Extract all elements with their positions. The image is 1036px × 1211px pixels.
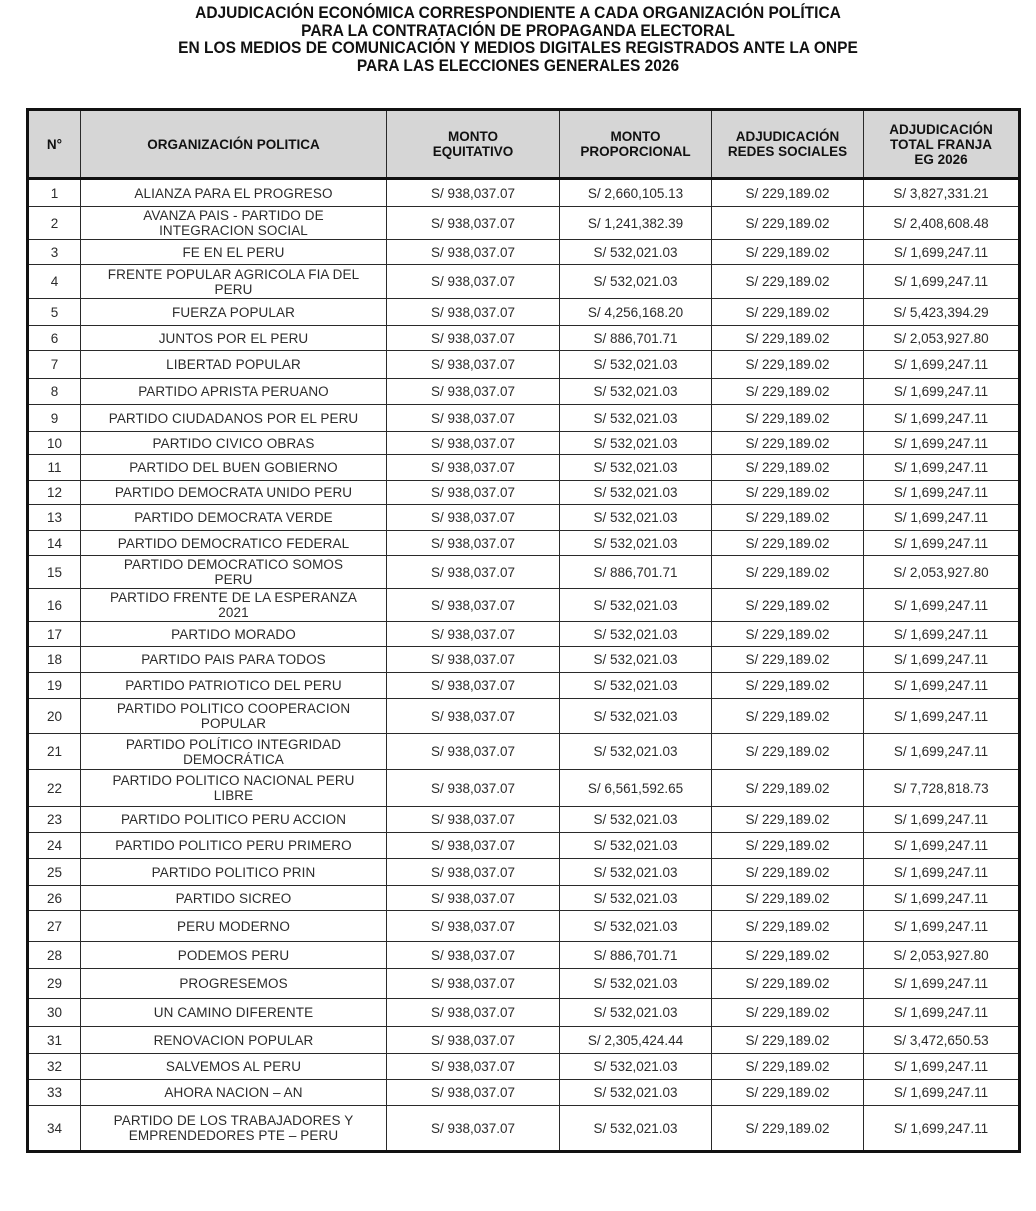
organization-name-line: PERU [214,281,253,297]
monto-equitativo: S/ 938,037.07 [387,699,560,734]
organization-name-line: PODEMOS PERU [177,947,290,963]
header-organization: ORGANIZACIÓN POLITICA [81,110,387,179]
organization-name-line: PARTIDO APRISTA PERUANO [138,384,329,399]
row-number: 4 [28,265,81,299]
monto-equitativo: S/ 938,037.07 [387,833,560,859]
table-row [28,351,1020,379]
monto-proporcional: S/ 532,021.03 [560,734,712,770]
organization-name-line: PARTIDO POLITICO PERU ACCION [120,812,347,827]
monto-equitativo: S/ 938,037.07 [387,455,560,481]
adjudicacion-redes-sociales: S/ 229,189.02 [712,405,864,432]
adjudicacion-total: S/ 1,699,247.11 [864,1106,1020,1152]
adjudicacion-redes-sociales: S/ 229,189.02 [712,734,864,770]
table-row [28,589,1020,622]
monto-proporcional: S/ 532,021.03 [560,647,712,673]
adjudicacion-total: S/ 1,699,247.11 [864,481,1020,505]
adjudicacion-total: S/ 1,699,247.11 [864,379,1020,405]
adjudicacion-redes-sociales: S/ 229,189.02 [712,807,864,833]
organization-name [81,240,387,265]
adjudicacion-total: S/ 3,827,331.21 [864,179,1020,207]
monto-proporcional: S/ 532,021.03 [560,673,712,699]
monto-proporcional: S/ 532,021.03 [560,1054,712,1080]
organization-name-line: DEMOCRÁTICA [183,751,284,767]
adjudicacion-redes-sociales: S/ 229,189.02 [712,1080,864,1106]
row-number: 9 [28,405,81,432]
adjudicacion-redes-sociales: S/ 229,189.02 [712,999,864,1027]
organization-name [81,1054,387,1080]
adjudicacion-total: S/ 1,699,247.11 [864,969,1020,999]
adjudicacion-redes-sociales: S/ 229,189.02 [712,699,864,734]
organization-name [81,299,387,326]
organization-name [81,699,387,734]
monto-equitativo: S/ 938,037.07 [387,351,560,379]
title-line: PARA LA CONTRATACIÓN DE PROPAGANDA ELECTORAL [301,21,735,40]
row-number: 16 [28,589,81,622]
monto-proporcional: S/ 532,021.03 [560,886,712,911]
table-row [28,265,1020,299]
monto-proporcional: S/ 532,021.03 [560,405,712,432]
organization-name-line: PARTIDO POLÍTICO INTEGRIDAD [125,736,342,752]
row-number: 6 [28,326,81,351]
monto-equitativo: S/ 938,037.07 [387,622,560,647]
adjudicacion-redes-sociales: S/ 229,189.02 [712,770,864,807]
organization-name-line: PARTIDO SICREO [175,890,292,906]
adjudicacion-total: S/ 7,728,818.73 [864,770,1020,807]
table-header-row [28,110,1020,179]
monto-equitativo: S/ 938,037.07 [387,673,560,699]
row-number: 29 [28,969,81,999]
table-row [28,326,1020,351]
adjudicacion-total: S/ 1,699,247.11 [864,432,1020,455]
organization-name-line: AVANZA PAIS - PARTIDO DE [143,208,324,223]
organization-name [81,326,387,351]
adjudicacion-redes-sociales: S/ 229,189.02 [712,556,864,589]
table-row [28,886,1020,911]
adjudicacion-redes-sociales: S/ 229,189.02 [712,351,864,379]
organization-name-line: PROGRESEMOS [179,976,288,991]
monto-proporcional: S/ 532,021.03 [560,859,712,886]
organization-name-line: UN CAMINO DIFERENTE [153,1005,314,1020]
organization-name [81,1106,387,1152]
adjudicacion-total: S/ 2,053,927.80 [864,556,1020,589]
adjudicacion-redes-sociales: S/ 229,189.02 [712,505,864,531]
organization-name-line: RENOVACION POPULAR [153,1032,314,1048]
table-row [28,1054,1020,1080]
adjudicacion-redes-sociales: S/ 229,189.02 [712,207,864,240]
organization-name [81,942,387,969]
table-row [28,240,1020,265]
row-number: 17 [28,622,81,647]
adjudicacion-total: S/ 1,699,247.11 [864,734,1020,770]
monto-proporcional: S/ 886,701.71 [560,942,712,969]
adjudicacion-redes-sociales: S/ 229,189.02 [712,1027,864,1054]
row-number: 19 [28,673,81,699]
monto-proporcional: S/ 532,021.03 [560,531,712,556]
organization-name-line: PARTIDO DEMOCRATICO FEDERAL [117,535,350,551]
row-number: 33 [28,1080,81,1106]
adjudicacion-total: S/ 5,423,394.29 [864,299,1020,326]
adjudicacion-redes-sociales: S/ 229,189.02 [712,942,864,969]
table-row [28,379,1020,405]
table-row [28,622,1020,647]
table-row [28,481,1020,505]
monto-proporcional: S/ 532,021.03 [560,265,712,299]
monto-equitativo: S/ 938,037.07 [387,531,560,556]
row-number: 15 [28,556,81,589]
header-total-franja: ADJUDICACIÓN TOTAL FRANJA EG 2026 [864,110,1020,179]
row-number: 27 [28,911,81,942]
title-line: EN LOS MEDIOS DE COMUNICACIÓN Y MEDIOS DIGITALES REGISTRADOS ANTE LA ONPE [178,39,858,57]
organization-name-line: LIBRE [213,788,254,803]
organization-name [81,833,387,859]
organization-name-line: PARTIDO PATRIOTICO DEL PERU [125,678,342,693]
adjudicacion-redes-sociales: S/ 229,189.02 [712,455,864,481]
header-monto-proporcional: MONTO PROPORCIONAL [560,110,712,179]
row-number: 2 [28,207,81,240]
adjudicacion-total: S/ 1,699,247.11 [864,807,1020,833]
monto-proporcional: S/ 6,561,592.65 [560,770,712,807]
adjudicacion-redes-sociales: S/ 229,189.02 [712,481,864,505]
row-number: 14 [28,531,81,556]
monto-proporcional: S/ 532,021.03 [560,505,712,531]
organization-name-line: ALIANZA PARA EL PROGRESO [134,185,333,201]
adjudicacion-redes-sociales: S/ 229,189.02 [712,265,864,299]
row-number: 21 [28,734,81,770]
adjudicacion-total: S/ 1,699,247.11 [864,265,1020,299]
table-row [28,942,1020,969]
organization-name [81,911,387,942]
adjudicacion-total: S/ 1,699,247.11 [864,1080,1020,1106]
row-number: 30 [28,999,81,1027]
monto-equitativo: S/ 938,037.07 [387,405,560,432]
monto-equitativo: S/ 938,037.07 [387,886,560,911]
organization-name-line: POPULAR [200,716,267,731]
table-row [28,556,1020,589]
organization-name-line: PERU MODERNO [177,918,290,934]
monto-proporcional: S/ 2,305,424.44 [560,1027,712,1054]
monto-proporcional: S/ 532,021.03 [560,969,712,999]
monto-equitativo: S/ 938,037.07 [387,1054,560,1080]
monto-equitativo: S/ 938,037.07 [387,505,560,531]
organization-name [81,734,387,770]
monto-equitativo: S/ 938,037.07 [387,432,560,455]
monto-proporcional: S/ 532,021.03 [560,351,712,379]
adjudicacion-redes-sociales: S/ 229,189.02 [712,833,864,859]
row-number: 1 [28,179,81,207]
row-number: 24 [28,833,81,859]
adjudicacion-redes-sociales: S/ 229,189.02 [712,1106,864,1152]
organization-name-line: PARTIDO DEL BUEN GOBIERNO [129,460,338,475]
monto-equitativo: S/ 938,037.07 [387,1027,560,1054]
monto-equitativo: S/ 938,037.07 [387,942,560,969]
monto-proporcional: S/ 532,021.03 [560,589,712,622]
row-number: 20 [28,699,81,734]
header-redes-sociales: ADJUDICACIÓN REDES SOCIALES [712,110,864,179]
adjudicacion-redes-sociales: S/ 229,189.02 [712,379,864,405]
table-row [28,505,1020,531]
adjudicacion-total: S/ 1,699,247.11 [864,999,1020,1027]
adjudicacion-total: S/ 1,699,247.11 [864,647,1020,673]
organization-name [81,505,387,531]
monto-proporcional: S/ 532,021.03 [560,807,712,833]
monto-proporcional: S/ 532,021.03 [560,1080,712,1106]
organization-name [81,481,387,505]
adjudicacion-total: S/ 1,699,247.11 [864,405,1020,432]
organization-name-line: PARTIDO POLITICO NACIONAL PERU [112,773,355,788]
monto-equitativo: S/ 938,037.07 [387,734,560,770]
organization-name [81,455,387,481]
adjudicacion-redes-sociales: S/ 229,189.02 [712,432,864,455]
monto-equitativo: S/ 938,037.07 [387,1080,560,1106]
organization-name-line: EMPRENDEDORES PTE – PERU [128,1128,339,1143]
adjudicacion-total: S/ 1,699,247.11 [864,622,1020,647]
adjudicacion-redes-sociales: S/ 229,189.02 [712,859,864,886]
monto-equitativo: S/ 938,037.07 [387,1106,560,1152]
monto-proporcional: S/ 4,256,168.20 [560,299,712,326]
monto-equitativo: S/ 938,037.07 [387,379,560,405]
table-row [28,1027,1020,1054]
monto-proporcional: S/ 532,021.03 [560,379,712,405]
table-body [28,179,1020,1152]
organization-name-line: FUERZA POPULAR [172,304,295,320]
organization-name [81,265,387,299]
organization-name [81,807,387,833]
adjudicacion-total: S/ 2,408,608.48 [864,207,1020,240]
adjudicacion-redes-sociales: S/ 229,189.02 [712,240,864,265]
adjudicacion-total: S/ 1,699,247.11 [864,673,1020,699]
table-row [28,405,1020,432]
monto-equitativo: S/ 938,037.07 [387,240,560,265]
adjudicacion-redes-sociales: S/ 229,189.02 [712,969,864,999]
adjudicacion-redes-sociales: S/ 229,189.02 [712,326,864,351]
monto-proporcional: S/ 532,021.03 [560,455,712,481]
organization-name-line: FRENTE POPULAR AGRICOLA FIA DEL [107,266,360,282]
organization-name-line: SALVEMOS AL PERU [165,1059,302,1074]
organization-name [81,351,387,379]
monto-equitativo: S/ 938,037.07 [387,589,560,622]
row-number: 25 [28,859,81,886]
adjudicacion-total: S/ 1,699,247.11 [864,911,1020,942]
adjudicacion-redes-sociales: S/ 229,189.02 [712,299,864,326]
table-row [28,432,1020,455]
row-number: 7 [28,351,81,379]
adjudicacion-total: S/ 1,699,247.11 [864,886,1020,911]
header-number: N° [28,110,81,179]
monto-proporcional: S/ 532,021.03 [560,1106,712,1152]
row-number: 22 [28,770,81,807]
row-number: 10 [28,432,81,455]
organization-name-line: INTEGRACION SOCIAL [159,223,308,238]
organization-name [81,969,387,999]
adjudicacion-redes-sociales: S/ 229,189.02 [712,647,864,673]
organization-name [81,179,387,207]
monto-proporcional: S/ 532,021.03 [560,432,712,455]
monto-proporcional: S/ 532,021.03 [560,622,712,647]
monto-equitativo: S/ 938,037.07 [387,999,560,1027]
title-line: ADJUDICACIÓN ECONÓMICA CORRESPONDIENTE A CADA ORGANIZACIÓN POLÍTICA [195,4,841,22]
organization-name [81,531,387,556]
monto-equitativo: S/ 938,037.07 [387,647,560,673]
organization-name [81,405,387,432]
adjudicacion-total: S/ 1,699,247.11 [864,455,1020,481]
organization-name [81,1080,387,1106]
organization-name [81,1027,387,1054]
row-number: 31 [28,1027,81,1054]
table-row [28,179,1020,207]
monto-proporcional: S/ 532,021.03 [560,240,712,265]
table-row [28,807,1020,833]
organization-name [81,556,387,589]
adjudicacion-total: S/ 1,699,247.11 [864,505,1020,531]
table-row [28,1106,1020,1152]
table-row [28,999,1020,1027]
table-row [28,647,1020,673]
table-row [28,833,1020,859]
organization-name-line: 2021 [218,605,249,620]
title-line: PARA LAS ELECCIONES GENERALES 2026 [356,56,680,75]
row-number: 12 [28,481,81,505]
organization-name-line: LIBERTAD POPULAR [166,357,301,372]
organization-name [81,589,387,622]
table-row [28,969,1020,999]
adjudicacion-redes-sociales: S/ 229,189.02 [712,673,864,699]
adjudicacion-total: S/ 1,699,247.11 [864,833,1020,859]
monto-proporcional: S/ 532,021.03 [560,999,712,1027]
adjudicacion-redes-sociales: S/ 229,189.02 [712,911,864,942]
table-row [28,299,1020,326]
row-number: 5 [28,299,81,326]
organization-name-line: PARTIDO DE LOS TRABAJADORES Y [113,1113,354,1128]
organization-name [81,622,387,647]
organization-name-line: PERU [214,572,253,587]
monto-equitativo: S/ 938,037.07 [387,179,560,207]
organization-name-line: PARTIDO DEMOCRATICO SOMOS [123,557,344,572]
adjudicacion-total: S/ 3,472,650.53 [864,1027,1020,1054]
adjudicacion-redes-sociales: S/ 229,189.02 [712,589,864,622]
monto-equitativo: S/ 938,037.07 [387,326,560,351]
row-number: 18 [28,647,81,673]
monto-proporcional: S/ 532,021.03 [560,833,712,859]
allocation-table [26,108,1021,1153]
adjudicacion-total: S/ 1,699,247.11 [864,1054,1020,1080]
row-number: 23 [28,807,81,833]
organization-name-line: PARTIDO FRENTE DE LA ESPERANZA [109,590,358,605]
monto-equitativo: S/ 938,037.07 [387,770,560,807]
organization-name [81,886,387,911]
adjudicacion-redes-sociales: S/ 229,189.02 [712,531,864,556]
organization-name-line: FE EN EL PERU [182,244,285,260]
row-number: 26 [28,886,81,911]
organization-name [81,432,387,455]
organization-name-line: PARTIDO DEMOCRATA VERDE [134,510,333,525]
table-row [28,673,1020,699]
table-row [28,455,1020,481]
organization-name-line: PARTIDO POLITICO PERU PRIMERO [115,838,352,853]
monto-equitativo: S/ 938,037.07 [387,859,560,886]
organization-name [81,859,387,886]
adjudicacion-redes-sociales: S/ 229,189.02 [712,179,864,207]
header-monto-equitativo: MONTO EQUITATIVO [387,110,560,179]
monto-equitativo: S/ 938,037.07 [387,807,560,833]
organization-name [81,999,387,1027]
adjudicacion-total: S/ 1,699,247.11 [864,351,1020,379]
monto-equitativo: S/ 938,037.07 [387,207,560,240]
organization-name-line: PARTIDO POLITICO COOPERACION [116,701,351,716]
organization-name-line: PARTIDO PAIS PARA TODOS [141,652,326,667]
organization-name [81,207,387,240]
table-row [28,1080,1020,1106]
adjudicacion-total: S/ 1,699,247.11 [864,699,1020,734]
monto-proporcional: S/ 886,701.71 [560,556,712,589]
adjudicacion-total: S/ 2,053,927.80 [864,326,1020,351]
adjudicacion-redes-sociales: S/ 229,189.02 [712,886,864,911]
table-row [28,531,1020,556]
organization-name-line: JUNTOS POR EL PERU [158,330,309,346]
row-number: 32 [28,1054,81,1080]
monto-proporcional: S/ 1,241,382.39 [560,207,712,240]
organization-name-line: PARTIDO MORADO [171,626,296,642]
organization-name-line: PARTIDO CIUDADANOS POR EL PERU [108,410,359,426]
monto-equitativo: S/ 938,037.07 [387,481,560,505]
row-number: 13 [28,505,81,531]
adjudicacion-total: S/ 1,699,247.11 [864,531,1020,556]
organization-name-line: PARTIDO CIVICO OBRAS [152,435,315,451]
document-title [31,5,1005,75]
table-row [28,911,1020,942]
row-number: 34 [28,1106,81,1152]
row-number: 8 [28,379,81,405]
monto-equitativo: S/ 938,037.07 [387,969,560,999]
adjudicacion-redes-sociales: S/ 229,189.02 [712,622,864,647]
monto-proporcional: S/ 532,021.03 [560,699,712,734]
monto-equitativo: S/ 938,037.07 [387,911,560,942]
monto-proporcional: S/ 886,701.71 [560,326,712,351]
organization-name-line: PARTIDO DEMOCRATA UNIDO PERU [114,485,353,500]
row-number: 28 [28,942,81,969]
row-number: 11 [28,455,81,481]
adjudicacion-total: S/ 1,699,247.11 [864,240,1020,265]
organization-name-line: PARTIDO POLITICO PRIN [151,864,316,880]
monto-proporcional: S/ 532,021.03 [560,481,712,505]
organization-name [81,770,387,807]
monto-equitativo: S/ 938,037.07 [387,556,560,589]
table-row [28,699,1020,734]
table-row [28,859,1020,886]
organization-name [81,379,387,405]
monto-proporcional: S/ 2,660,105.13 [560,179,712,207]
adjudicacion-redes-sociales: S/ 229,189.02 [712,1054,864,1080]
monto-equitativo: S/ 938,037.07 [387,299,560,326]
organization-name [81,647,387,673]
adjudicacion-total: S/ 1,699,247.11 [864,859,1020,886]
adjudicacion-total: S/ 2,053,927.80 [864,942,1020,969]
row-number: 3 [28,240,81,265]
monto-proporcional: S/ 532,021.03 [560,911,712,942]
table-row [28,207,1020,240]
monto-equitativo: S/ 938,037.07 [387,265,560,299]
organization-name-line: AHORA NACION – AN [164,1085,303,1100]
table-row [28,770,1020,807]
adjudicacion-total: S/ 1,699,247.11 [864,589,1020,622]
organization-name [81,673,387,699]
table-row [28,734,1020,770]
